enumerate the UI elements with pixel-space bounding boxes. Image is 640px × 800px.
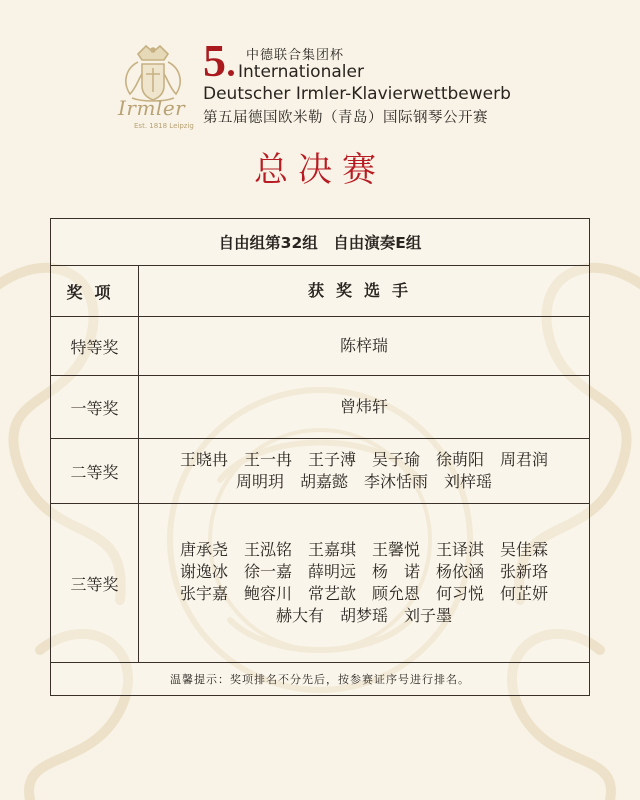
competition-title-cn: 第五届德国欧米勒（青岛）国际钢琴公开赛 bbox=[203, 110, 488, 126]
winner-line: 张宇嘉 鲍容川 常艺歆 顾允恩 何习悦 何芷妍 bbox=[179, 584, 548, 603]
winner-line: 赫大有 胡梦瑶 刘子墨 bbox=[275, 606, 452, 625]
group-title-row bbox=[51, 219, 589, 266]
winner-list bbox=[139, 376, 589, 438]
ranking-note: 温馨提示：奖项排名不分先后，按参赛证序号进行排名。 bbox=[170, 673, 470, 686]
table-row bbox=[51, 504, 589, 663]
page-title: 总决赛 bbox=[254, 150, 386, 190]
brand-wordmark: Irmler bbox=[118, 96, 186, 120]
header-prize: 奖项 bbox=[51, 266, 139, 316]
group-title: 自由组第32组 自由演奏E组 bbox=[218, 234, 422, 252]
prize-label: 三等奖 bbox=[51, 504, 139, 662]
header-winners: 获奖选手 bbox=[307, 281, 420, 300]
winner-line: 陈梓瑞 bbox=[339, 336, 388, 355]
prize-label: 特等奖 bbox=[51, 317, 139, 375]
competition-title-en-2: Deutscher Irmler-Klavierwettbewerb bbox=[203, 84, 511, 104]
winner-line: 曾炜轩 bbox=[339, 397, 388, 416]
edition-dot bbox=[228, 70, 234, 76]
winner-list bbox=[139, 317, 589, 375]
winner-line: 王晓冉 王一冉 王子溥 吴子瑜 徐萌阳 周君润 bbox=[179, 450, 548, 469]
brand-tagline: Est. 1818 Leipzig bbox=[134, 122, 194, 130]
prize-label: 二等奖 bbox=[51, 439, 139, 503]
table-row bbox=[51, 376, 589, 439]
competition-title-en-1: Internationaler bbox=[238, 62, 364, 82]
edition-number: 5 bbox=[203, 35, 226, 86]
winner-list bbox=[139, 439, 589, 503]
winner-line: 唐承尧 王泓铭 王嘉琪 王馨悦 王译淇 吴佳霖 bbox=[179, 540, 548, 559]
winner-list bbox=[139, 504, 589, 662]
sponsor-title: 中德联合集团杯 bbox=[246, 48, 345, 63]
winner-line: 谢逸冰 徐一嘉 薛明远 杨 诺 杨依涵 张新珞 bbox=[179, 562, 548, 581]
table-header-row bbox=[51, 266, 589, 317]
table-row bbox=[51, 317, 589, 376]
prize-label: 一等奖 bbox=[51, 376, 139, 438]
winner-line: 周明玥 胡嘉懿 李沐恬雨 刘梓瑶 bbox=[235, 472, 492, 491]
header bbox=[0, 0, 640, 140]
note-row bbox=[51, 663, 589, 695]
table-row bbox=[51, 439, 589, 504]
results-table bbox=[50, 218, 590, 696]
